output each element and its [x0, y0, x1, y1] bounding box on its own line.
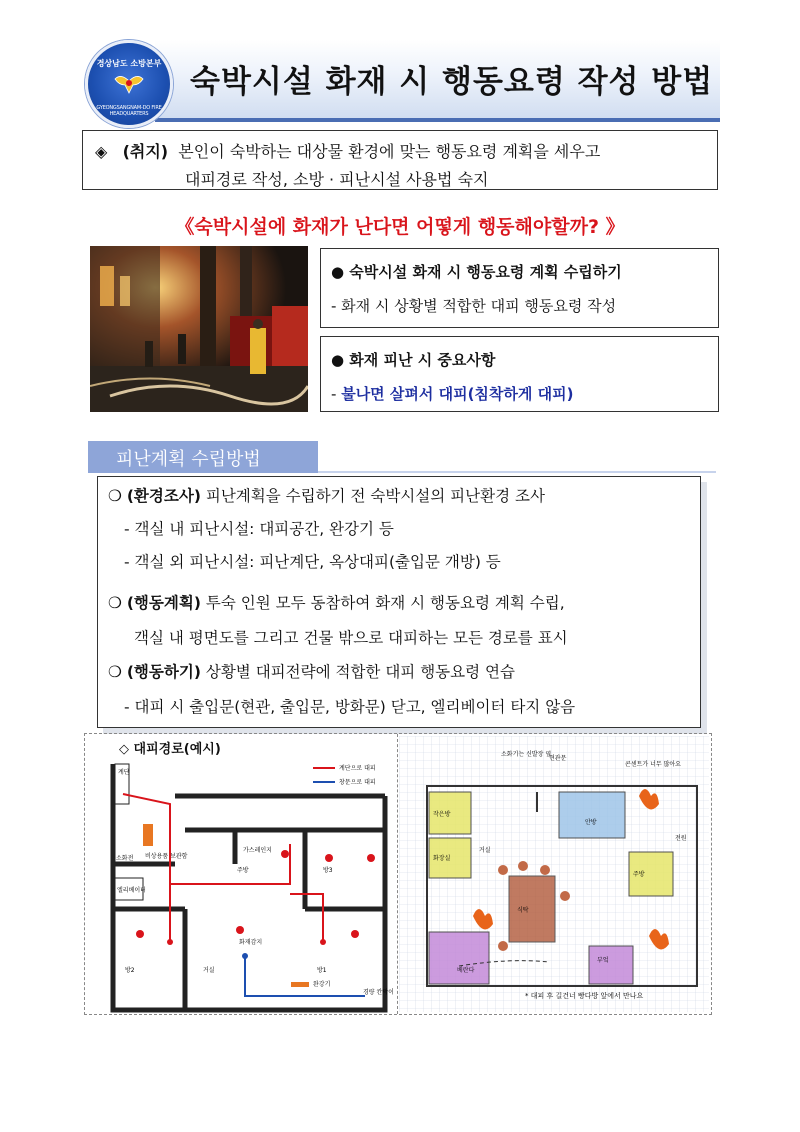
header-underline — [155, 118, 720, 122]
method-item-1-label: (환경조사) — [126, 487, 201, 505]
purpose-text-2: 대피경로 작성, 소방 · 피난시설 사용법 숙지 — [185, 170, 489, 189]
drawing-label-7: 베란다 — [457, 967, 475, 974]
drawing-label-5: 거실 — [479, 847, 491, 854]
room2-label: 방2 — [125, 967, 135, 974]
circle-bullet-icon: ❍ — [108, 487, 122, 505]
question-heading: 《숙박시설에 화재가 난다면 어떻게 행동해야할까? 》 — [175, 216, 625, 238]
purpose-label: (취지) — [122, 142, 169, 161]
room3-label: 방3 — [323, 867, 333, 874]
purpose-text-1: 본인이 숙박하는 대상물 환경에 맞는 행동요령 계획을 세우고 — [178, 142, 601, 161]
important-dash: - — [331, 385, 337, 403]
fire-scene-photo — [90, 246, 308, 412]
drawing-label-4: 안방 — [585, 819, 597, 826]
legend-blue: 창문으로 대피 — [339, 779, 376, 786]
plan-line: - 화재 시 상황별 적합한 대피 행동요령 작성 — [331, 297, 617, 315]
drawing-label-6: 주방 — [633, 871, 645, 878]
legend-red: 계단으로 대피 — [339, 765, 376, 772]
method-item-3-sub-1: - 대피 시 출입문(현관, 출입문, 방화문) 닫고, 엘리베이터 타지 않음 — [124, 698, 576, 716]
section-tab-label: 피난계획 수립방법 — [116, 449, 261, 470]
hand-drawn-plan — [399, 736, 709, 1012]
plan-info-box — [320, 248, 719, 328]
descender-label: 완강기 — [313, 981, 331, 988]
route-divider — [397, 734, 398, 1014]
eagle-emblem-icon — [113, 71, 145, 99]
room1-label: 방1 — [317, 967, 327, 974]
method-item-1-sub-1: - 객실 내 피난시설: 대피공간, 완강기 등 — [124, 520, 394, 538]
purpose-box — [82, 130, 718, 190]
important-info-box — [320, 336, 719, 412]
section-tab — [88, 441, 318, 473]
method-item-2-text: 투숙 인원 모두 동참하여 화재 시 행동요령 계획 수립, — [205, 594, 565, 612]
fire-label: 화재감지 — [239, 939, 263, 946]
method-item-2 — [108, 591, 565, 613]
hydrant-label: 소화전 — [116, 855, 134, 862]
route-section — [84, 733, 712, 1015]
drawing-label-11: 작은방 — [433, 811, 451, 818]
method-item-3-text: 상황별 대피전략에 적합한 대피 행동요령 연습 — [205, 663, 515, 681]
gas-label: 가스레인지 — [243, 847, 272, 854]
drawing-label-1: 현관문 — [549, 755, 567, 762]
purpose-line-1 — [95, 139, 600, 162]
method-item-3-label: (행동하기) — [126, 663, 201, 681]
important-heading: ● 화재 피난 시 중요사항 — [331, 351, 496, 369]
important-text: 불나면 살펴서 대피(침착하게 대피) — [341, 385, 574, 403]
method-item-2-label: (행동계획) — [126, 594, 201, 612]
drawing-label-0: 소화기는 신발장 옆 — [501, 751, 552, 758]
logo-text-bottom: GYEONGSANGNAM-DO FIRE HEADQUARTERS — [96, 105, 162, 117]
diamond-bullet-icon: ◈ — [95, 142, 108, 161]
evac-label: 경량 칸막이 — [363, 989, 394, 996]
plan-heading: ● 숙박시설 화재 시 행동요령 계획 수립하기 — [331, 263, 622, 281]
meeting-note: * 대피 후 길건너 빵다방 앞에서 만나요 — [525, 992, 644, 1000]
elevator-label: 엘리베이터 — [117, 887, 146, 894]
drawing-label-10: 전원 — [675, 835, 687, 842]
method-box — [97, 476, 701, 728]
drawing-label-9: 식탁 — [517, 907, 529, 914]
circle-bullet-icon: ❍ — [108, 594, 122, 612]
circle-bullet-icon: ❍ — [108, 663, 122, 681]
method-item-2-cont: 객실 내 평면도를 그리고 건물 밖으로 대피하는 모든 경로를 표시 — [134, 629, 568, 647]
storage-label: 비상용품 보관함 — [145, 853, 188, 860]
page-title: 숙박시설 화재 시 행동요령 작성 방법 — [190, 64, 714, 100]
fire-department-logo — [85, 40, 173, 128]
logo-text-top: 경상남도 소방본부 — [96, 59, 162, 68]
section-divider — [318, 471, 716, 473]
method-item-1-text: 피난계획을 수립하기 전 숙박시설의 피난환경 조사 — [205, 487, 545, 505]
floor-plan-diagram — [85, 734, 397, 1014]
method-item-1-sub-2: - 객실 외 피난시설: 피난계단, 옥상대피(출입문 개방) 등 — [124, 553, 501, 571]
drawing-label-8: 부엌 — [597, 957, 609, 964]
important-line — [331, 383, 573, 404]
page-header — [85, 40, 720, 122]
kitchen-label: 주방 — [237, 867, 249, 874]
route-label: ◇ 대피경로(예시) — [119, 742, 221, 757]
living-label: 거실 — [203, 967, 215, 974]
stairs-label: 계단 — [118, 769, 130, 776]
drawing-label-3: 화장실 — [433, 855, 451, 862]
method-item-1 — [108, 484, 545, 506]
method-item-3 — [108, 660, 515, 682]
drawing-label-2: 콘센트가 너무 많아요 — [625, 761, 681, 768]
